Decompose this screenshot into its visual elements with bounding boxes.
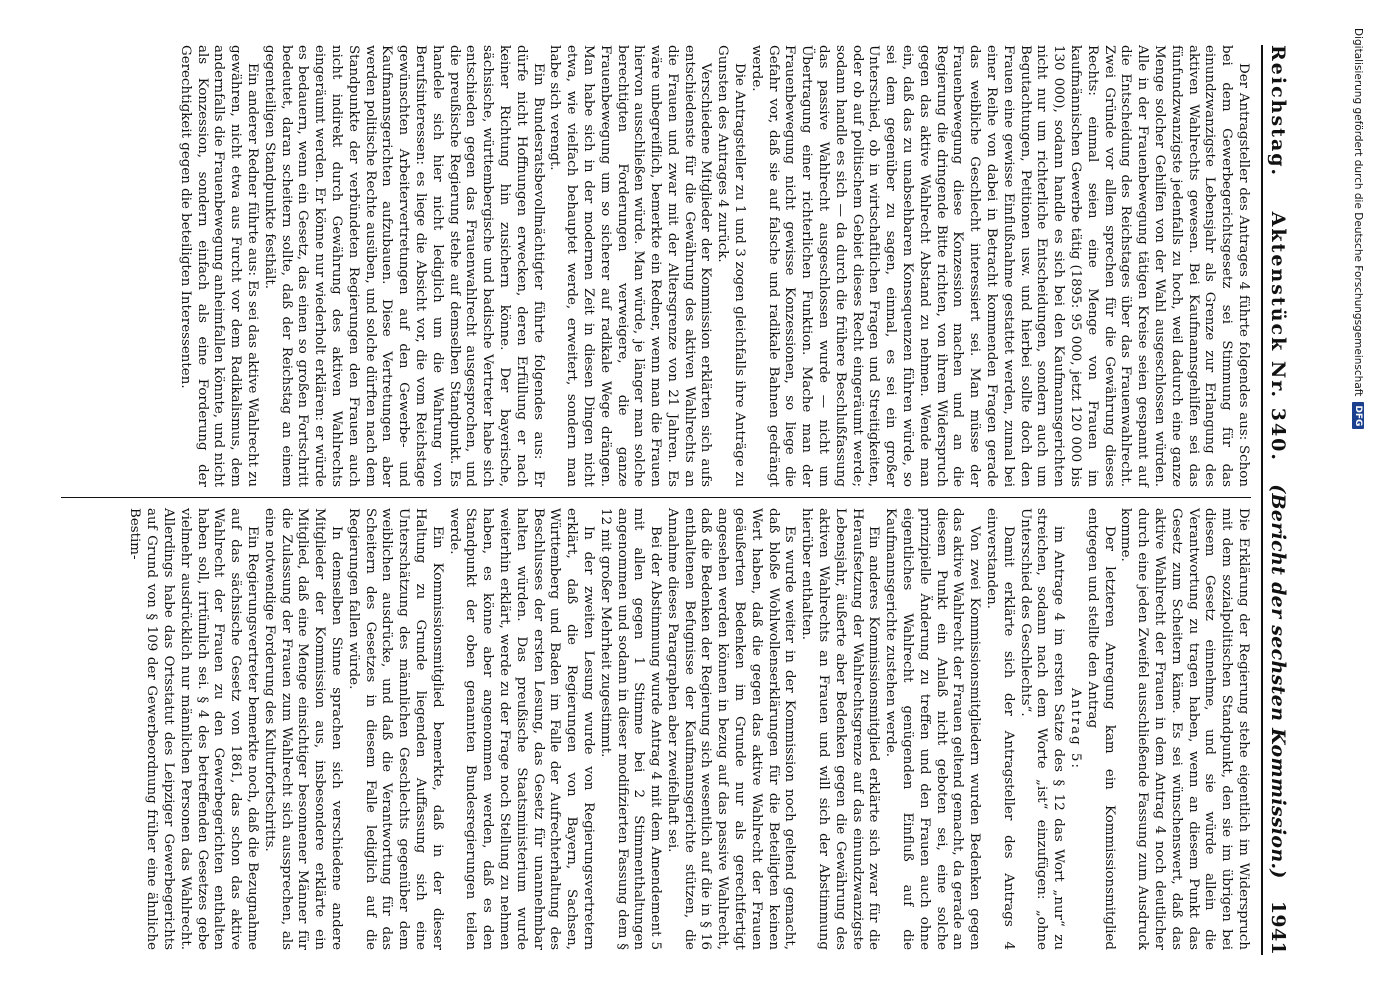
right-paragraph: Ein Kommissionsmitglied bemerkte, daß in der dieser Haltung zu Grunde liegenden Auffassung sich eine Unterschätzung des männlichen Geschlechts gegenüber dem weiblichen ausdrücke, und daß die Verantwortung für das Scheitern des Gesetzes in diesem Falle lediglich auf die Regierungen fallen würde. bbox=[345, 508, 445, 950]
right-paragraph: In demselben Sinne sprachen sich verschiedene andere Mitglieder der Kommission aus, insbesondere erklärte ein Mitglied, daß eine Menge einsichtiger besonnener Männer für die Zulassung der Frauen zum Wahlrecht sich aussprechen, als eine notwendige Forderung des Kulturfortschritts. bbox=[261, 508, 344, 950]
header-aktenstueck: Aktenstück Nr. 340. bbox=[1267, 211, 1289, 462]
page-number: 1941 bbox=[1267, 900, 1289, 955]
header-reichstag: Reichstag. bbox=[1267, 45, 1289, 178]
left-paragraph: Ein Bundesratsbevollmächtigter führte folgendes aus: Er dürfe nicht Hoffnungen erwecken, deren Erfüllung er nach keiner Richtung hin zusichern könne. Der bayerische, sächsische, württembergische und badische Vertreter habe sich entschieden gegen das Frauenwahlrecht ausgesprochen, und die preußische Regierung stehe auf demselben Standpunkt. Es handele sich hier nicht lediglich um die Wahrung von Berufsinteressen: es liege die Absicht vor, die vom Reichstage gewünschten Arbeitervertretungen auf den Gewerbe- und Kaufmannsgerichten aufzubauen. Diese Vertretungen aber werden politische Rechte ausüben, und solche dürften nach dem Standpunkte der verbündeten Regierungen den Frauen auch nicht indirekt durch Gewährung des aktiven Wahlrechts eingeräumt werden. Er könne nur wiederholt erklären: er würde es bedauern, wenn ein Gesetz, das einen so großen Fortschritt bedeutet, daran scheitern sollte, daß der Reichstag an einem gegenteiligen Standpunkte festhält. bbox=[261, 45, 546, 487]
dfg-logo: DFG bbox=[1352, 402, 1364, 429]
header-center: (Bericht der sechsten Kommission.) bbox=[1267, 484, 1289, 879]
rotated-document-page bbox=[55, 45, 1295, 955]
digitization-credit bbox=[1351, 28, 1365, 628]
right-column bbox=[61, 498, 1251, 950]
right-paragraph: In der zweiten Lesung wurde von Regierungsvertretern erklärt, daß die Regierungen von Bayern, Sachsen, Württemberg und Baden im Falle der Aufrechterhaltung des Beschlusses der ersten Lesung, das Gesetz für unannehmbar halten würden. Das preußische Staatsministerium wurde weiterhin erklärt, werde zu der Frage noch Stellung zu nehmen haben, es könne aber angenommen werden, daß es den Standpunkt der oben genannten Bundesregierungen teilen werde. bbox=[446, 508, 596, 950]
right-paragraph: Von zwei Kommissionsmitgliedern wurden Bedenken gegen das aktive Wahlrecht der Frauen geltend gemacht, da gerade an diesem Punkt ein Anlaß nicht geboten sei, eine solche prinzipielle Änderung zu treffen und den Frauen auch ohne eigentliches Wahlrecht genügenden Einfluß auf die Kaufmannsgerichte zustehen werde. bbox=[883, 508, 983, 950]
page-header bbox=[1261, 45, 1295, 955]
right-paragraph: im Antrage 4 im ersten Satze des § 12 das Wort „nur“ zu streichen, sodann nach dem Worte „ist“ einzufügen: „ohne Unterschied des Geschlechts“. bbox=[1017, 508, 1067, 950]
left-paragraph: Der Antragsteller des Antrages 4 führte folgendes aus: Schon bei dem Gewerbegerichtsgesetz sei Stimmung für das einundzwanzigste Lebensjahr als Grenze zur Erlangung des aktiven Wahlrechts gewesen. Bei Kaufmannsgehilfen sei das fünfundzwanzigste jedenfalls zu hoch, weil dadurch eine ganze Menge solcher Gehilfen von der Wahl ausgeschlossen würden. Alle in der Frauenbewegung tätigen Kreise seien gespannt auf die Entscheidung des Reichstages über das Frauenwahlrecht. Zwei Gründe vor allem sprechen für die Gewährung dieses Rechts: einmal seien eine Menge von Frauen im kaufmännischen Gewerbe tätig (1895: 95 000, jetzt 120 000 bis 130 000), sodann handle es sich bei den Kaufmannsgerichten nicht nur um richterliche Entscheidungen, sondern auch um Begutachtungen, Petitionen usw. und hierbei sollte doch den Frauen eine gewisse Einflußnahme gestattet werden, zumal bei einer Reihe von dabei in Betracht kommenden Fragen gerade das weibliche Geschlecht interessiert sei. Man müsse der Frauenbewegung diese Konzession machen und an die Regierung die dringende Bitte richten, von ihrem Widerspruch gegen das aktive Wahlrecht Abstand zu nehmen. Wende man ein, daß das zu unabsehbaren Konsequenzen führen würde, so sei dem gegenüber zu sagen, einmal, es sei ein großer Unterschied, ob in wirtschaftlichen Fragen und Streitigkeiten, oder ob auf politischem Gebiet dieses Recht eingeräumt werde; sodann handle es sich — da durch die frühere Beschlußfassung das passive Wahlrecht ausgeschlossen wurde — nicht um Übertragung einer richterlichen Funktion. Mache man der Frauenbewegung nicht gewisse Konzessionen, so liege die Gefahr vor, daß sie auf falsche und radikale Bahnen gedrängt werde. bbox=[748, 45, 1251, 487]
right-paragraph: Damit erklärte sich der Antragsteller des Antrags 4 einverstanden. bbox=[984, 508, 1016, 950]
left-column bbox=[61, 45, 1251, 497]
text-columns bbox=[61, 45, 1251, 955]
header-left bbox=[1267, 45, 1289, 462]
right-paragraph: Die Erklärung der Regierung stehe eigentlich im Widerspruch mit dem sozialpolitischen Standpunkt, den sie im übrigen bei diesem Gesetz einnehme, und sie würde allein die Verantwortung zu tragen haben, wenn an diesem Punkt das Gesetz zum Scheitern käme. Es sei wünschenswert, daß das aktive Wahlrecht der Frauen in dem Antrag 4 noch deutlicher durch eine jeden Zweifel ausschließende Fassung zum Ausdruck komme. bbox=[1118, 508, 1251, 950]
credit-text: Digitalisierung gefördert durch die Deutsche Forschungsgemeinschaft bbox=[1352, 28, 1364, 397]
antrag-heading: Antrag 5: bbox=[1068, 688, 1084, 770]
left-paragraph: Verschiedene Mitglieder der Kommission erklärten sich aufs entschiedenste für die Gewährung des aktiven Wahlrechts an die Frauen und zwar mit der Altersgrenze von 21 Jahren. Es wäre unbegreiflich, bemerkte ein Redner, wenn man die Frauen hiervon ausschließen würde. Man würde, je länger man solche berechtigten Forderungen verweigere, die ganze Frauenbewegung um so sicherer auf radikale Wege drängen. Man habe sich in der modernen Zeit in diesen Dingen nicht etwa, wie vielfach behauptet werde, erweitert, sondern man habe sich verengt. bbox=[547, 45, 714, 487]
right-paragraph: Bei der Abstimmung wurde Antrag 4 mit dem Amendement 5 mit allen gegen 1 Stimme bei 2 Stimmenthaltungen angenommen und sodann in dieser modifizierten Fassung dem § 12 mit großer Mehrheit zugestimmt. bbox=[597, 508, 664, 950]
left-paragraph: Die Antragsteller zu 1 und 3 zogen gleichfalls ihre Anträge zu Gunsten des Antrages 4 zurück. bbox=[715, 45, 748, 487]
left-paragraph: Ein anderer Redner führte aus: Es sei das aktive Wahlrecht zu gewähren, nicht etwa aus Furcht vor dem Radikalismus, dem andernfalls die Frauenbewegung anheimfallen könnte, und nicht als Konzession, sondern einfach als eine Forderung der Gerechtigkeit gegen die beteiligten Interessenten. bbox=[177, 45, 260, 487]
right-paragraph: Es wurde weiter in der Kommission noch geltend gemacht, daß bloße Wohlwollenserklärungen für die Beteiligten keinen Wert haben, daß die gegen das aktive Wahlrecht der Frauen geäußerten Bedenken im Grunde nur als gerechtfertigt angesehen werden können in bezug auf das passive Wahlrecht, daß die Bedenken der Regierung sich wesentlich auf die in § 16 enthaltenen Befugnisse der Kaufmannsgerichte stützen, die Annahme dieses Paragraphen aber zweifelhaft sei. bbox=[664, 508, 798, 950]
right-paragraph: Ein anderes Kommissionsmitglied erklärte sich zwar für die Heraufsetzung der Wahlrechtsgrenze auf das einundzwanzigste Lebensjahr, äußerte aber Bedenken gegen die Gewährung des aktiven Wahlrechts an Frauen und will sich der Abstimmung hierüber enthalten. bbox=[799, 508, 882, 950]
right-paragraph: Ein Regierungsvertreter bemerkte noch, daß die Bezugnahme auf das sächsische Gesetz von 1861, das schon das aktive Wahlrecht der Frauen zu den Gewerbegerichten enthalten haben soll, irrtümlich sei. § 4 des betreffenden Gesetzes gebe vielmehr ausdrücklich nur männlichen Personen das Wahlrecht. Allerdings habe das Ortsstatut des Leipziger Gewerbegerichts auf Grund von § 109 der Gewerbeordnung früher eine ähnliche Bestim- bbox=[127, 508, 260, 950]
right-paragraph: Der letzteren Anregung kam ein Kommissionsmitglied entgegen und stellte den Antrag bbox=[1084, 508, 1117, 950]
